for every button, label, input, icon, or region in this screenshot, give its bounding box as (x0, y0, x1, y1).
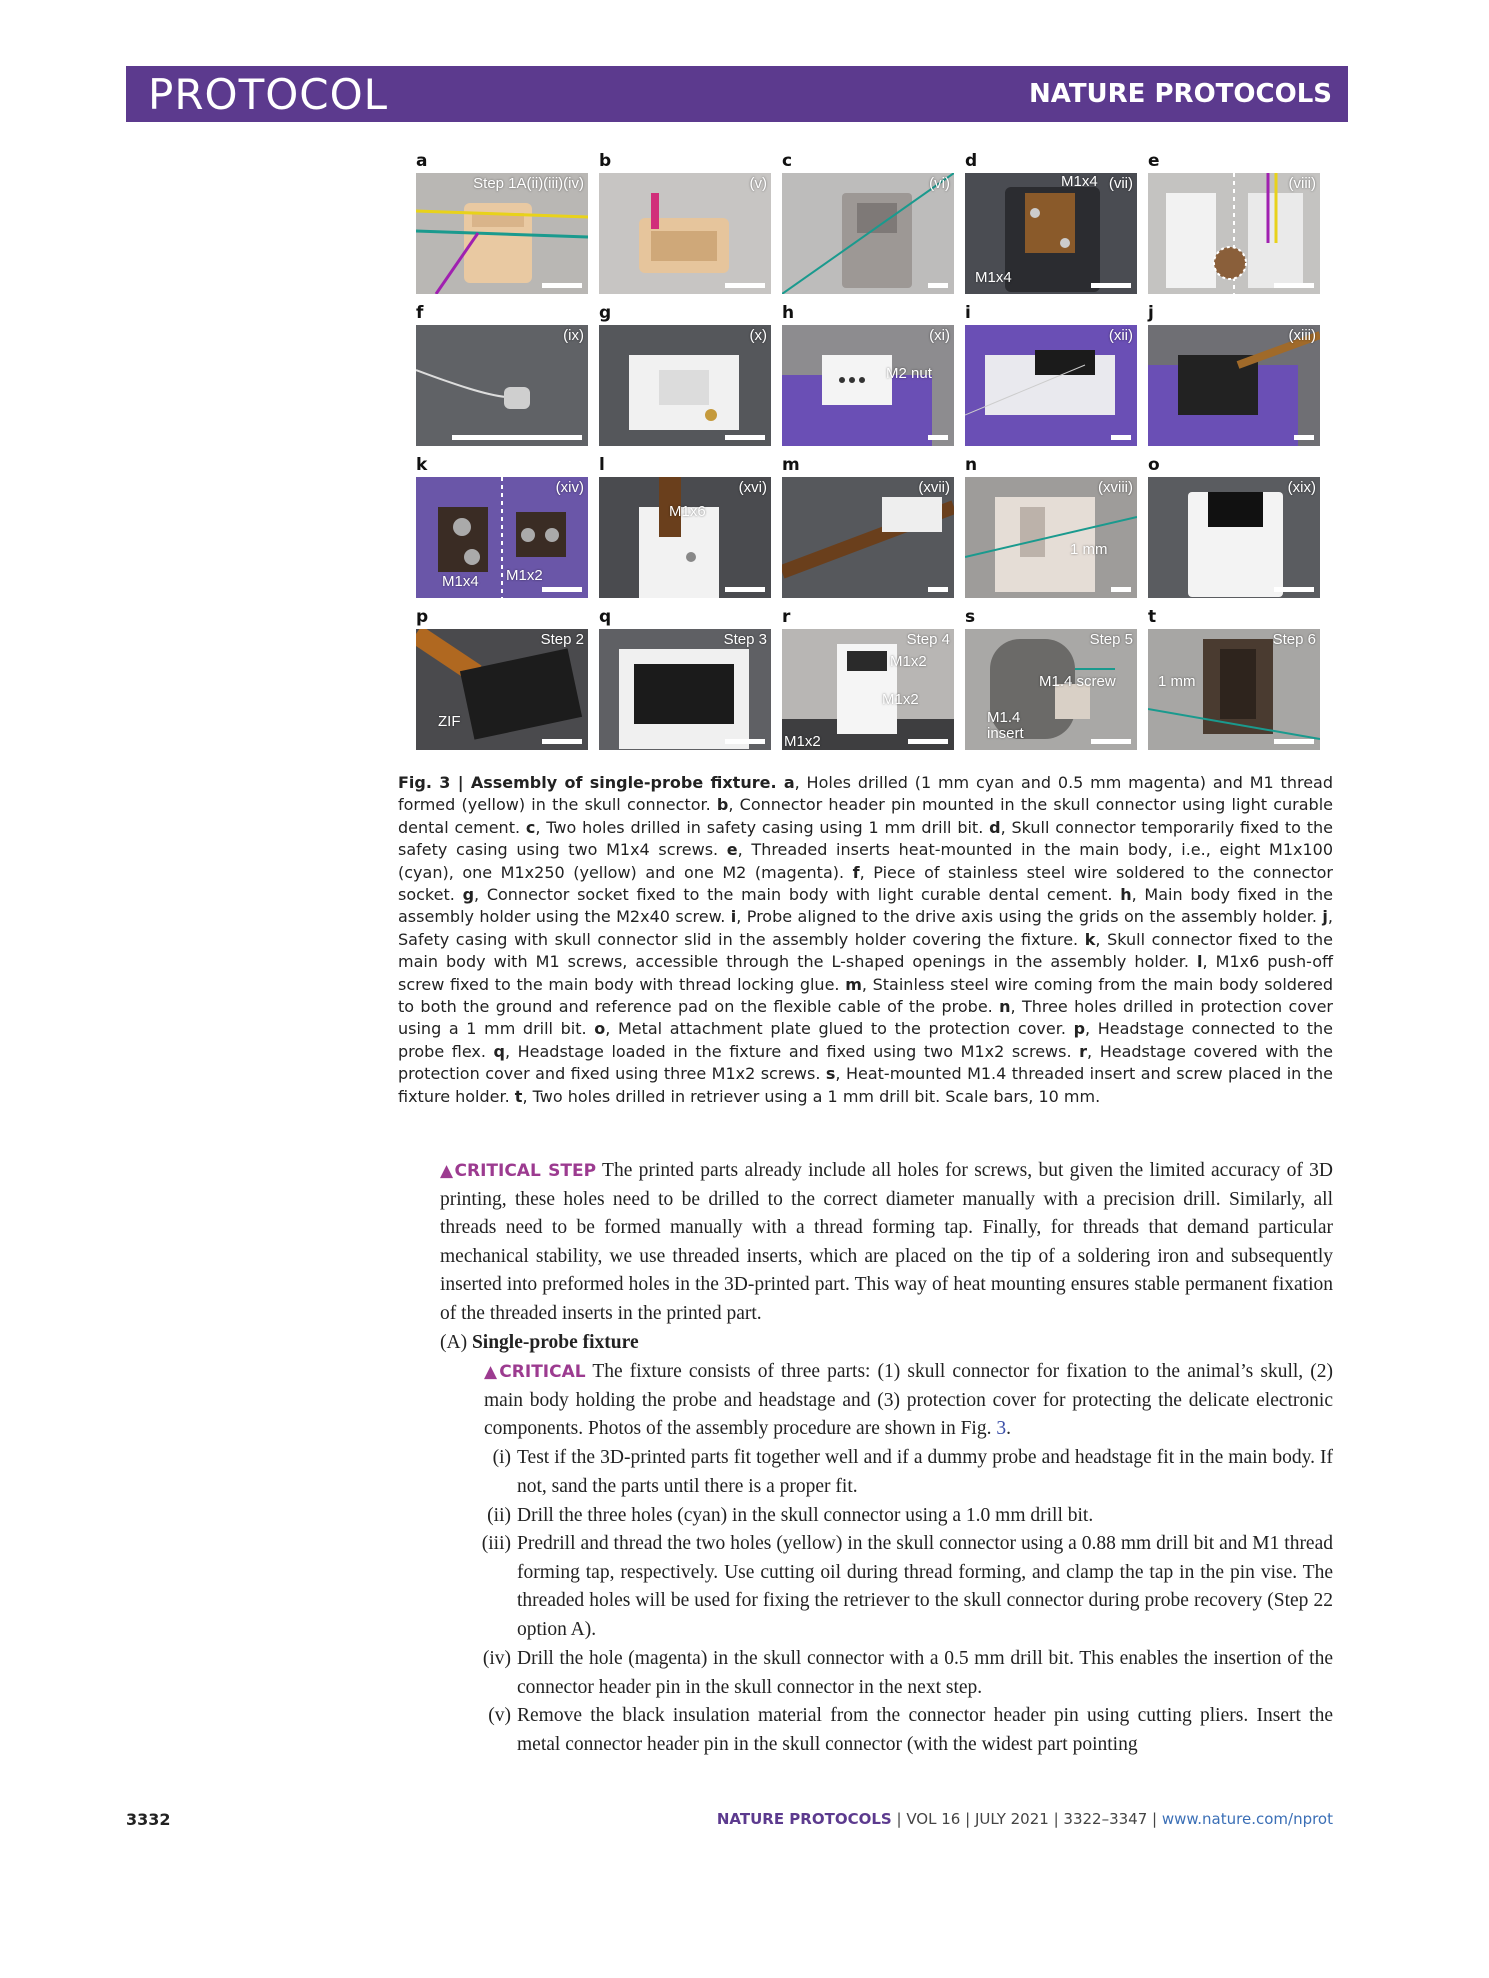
critical-paragraph (484, 1358, 1333, 1444)
caption-panel-text: , Stainless steel wire coming from the main body soldered to both the ground and reference pad on the flexible cable of the probe. (398, 974, 1334, 1017)
step-text: Remove the black insulation material from the connector header pin using cutting pliers. Insert the metal connector header pin in the skull connector (with the widest part pointing (517, 1705, 1333, 1755)
critical-label: ▲CRITICAL (484, 1362, 586, 1382)
panel-step-label: (xvii) (918, 479, 950, 496)
page-number: 3332 (126, 1810, 171, 1829)
section-label: PROTOCOL (148, 70, 389, 119)
caption-panel-key: g (462, 885, 475, 905)
footer-pages: 3322–3347 (1063, 1810, 1148, 1828)
footer-journal: NATURE PROTOCOLS (716, 1810, 892, 1828)
caption-panel-text: , Headstage connected to the probe flex. (398, 1019, 1334, 1061)
panel-annotation: 1 mm (1070, 541, 1108, 558)
panel-step-label: Step 3 (723, 631, 767, 648)
panel-step-label: Step 4 (906, 631, 950, 648)
caption-panel-key: h (1120, 885, 1132, 905)
scale-bar (928, 587, 948, 592)
figure-3 (416, 151, 1331, 756)
panel-photo (1148, 477, 1320, 598)
panel-step-label: (xiii) (1288, 327, 1316, 344)
caption-panel-key: n (999, 997, 1011, 1017)
scale-bar (725, 587, 765, 592)
caption-panel-text: , Threaded inserts heat-mounted in the main body, i.e., eight M1x100 (cyan), one M1x250 (yellow) and one M2 (magenta). (398, 840, 1334, 882)
section-title: Single-probe fixture (471, 1332, 639, 1353)
page-header (126, 66, 1348, 122)
caption-panel-text: , Three holes drilled in protection cover using a 1 mm drill bit. (398, 997, 1333, 1039)
step-item (487, 1502, 1333, 1531)
footer-separator: | (1048, 1810, 1064, 1828)
panel-step-label: Step 5 (1089, 631, 1133, 648)
section-a-heading (440, 1329, 1333, 1358)
caption-panel-key: c (525, 817, 536, 837)
caption-panel-text: , Headstage loaded in the fixture and fixed using two M1x2 screws. (504, 1041, 1080, 1061)
panel-photo (965, 629, 1137, 750)
scale-bar (1091, 283, 1131, 288)
panel-letter: e (1148, 151, 1160, 171)
panel-annotation: M1x6 (669, 503, 706, 520)
caption-panel-key: f (852, 862, 860, 882)
figure-panel-s (965, 607, 1137, 750)
panel-annotation: insert (987, 725, 1024, 742)
figure-panel-k (416, 455, 588, 598)
panel-photo (599, 325, 771, 446)
step-item (482, 1645, 1333, 1702)
caption-panel-key: o (594, 1019, 606, 1039)
footer-volume: VOL 16 (906, 1810, 961, 1828)
panel-photo (965, 325, 1137, 446)
panel-letter: h (782, 303, 795, 323)
caption-panel-text: , Skull connector fixed to the main body with M1 screws, accessible through the L-shaped openings in the assembly holder. (398, 929, 1333, 972)
figure-panel-g (599, 303, 771, 446)
scale-bar (1111, 435, 1131, 440)
figure-panel-d (965, 151, 1137, 294)
critical-end: . (1006, 1418, 1011, 1440)
panel-step-label: Step 1A(ii)(iii)(iv) (473, 175, 584, 192)
panel-photo (416, 173, 588, 294)
figure-panel-a (416, 151, 588, 294)
caption-panel-text: , Heat-mounted M1.4 threaded insert and screw placed in the fixture holder. (398, 1064, 1333, 1106)
panel-step-label: (xi) (929, 327, 950, 344)
panel-step-label: (v) (749, 175, 767, 192)
caption-title: Fig. 3 | Assembly of single-probe fixture. (398, 773, 784, 792)
step-number: (ii) (487, 1505, 511, 1526)
scale-bar (452, 435, 582, 440)
panel-photo (599, 173, 771, 294)
panel-photo (782, 173, 954, 294)
scale-bar (725, 739, 765, 744)
panel-letter: s (965, 607, 976, 627)
step-text: Drill the three holes (cyan) in the skull connector using a 1.0 mm drill bit. (517, 1505, 1094, 1526)
caption-panel-text: , Metal attachment plate glued to the protection cover. (605, 1019, 1074, 1039)
scale-bar (1274, 283, 1314, 288)
panel-letter: a (416, 151, 428, 171)
panel-letter: q (599, 607, 612, 627)
caption-panel-key: k (1084, 929, 1096, 949)
panel-annotation: M1.4 (987, 709, 1021, 726)
panel-photo (782, 477, 954, 598)
panel-step-label: (vi) (929, 175, 950, 192)
panel-photo (416, 325, 588, 446)
footer-separator: | (1147, 1810, 1162, 1828)
critical-text: The fixture consists of three parts: (1) skull connector for fixation to the animal’s skull, (2) main body holding the probe and headstage and (3) protection cover for protecting the delicate electronic components. Photos of the assembly procedure are shown in Fig. (484, 1361, 1334, 1440)
panel-step-label: Step 6 (1272, 631, 1316, 648)
scale-bar (542, 587, 582, 592)
figure-panel-j (1148, 303, 1320, 446)
scale-bar (1294, 435, 1314, 440)
step-number: (iii) (481, 1533, 511, 1554)
panel-annotation: M1x2 (784, 733, 821, 750)
panel-photo (782, 325, 954, 446)
panel-annotation: M1x2 (506, 567, 543, 584)
scale-bar (908, 739, 948, 744)
caption-panel-text: , Headstage covered with the protection cover and fixed using three M1x2 screws. (398, 1041, 1333, 1084)
panel-letter: d (965, 151, 978, 171)
figure-panel-t (1148, 607, 1320, 750)
panel-annotation: M1x4 (975, 269, 1012, 286)
figure-panel-e (1148, 151, 1320, 294)
figure-panel-n (965, 455, 1137, 598)
panel-step-label: Step 2 (540, 631, 584, 648)
caption-panel-key: s (825, 1064, 836, 1084)
figure-reference-link[interactable]: 3 (996, 1418, 1007, 1440)
panel-photo (965, 173, 1137, 294)
caption-panel-key: q (493, 1041, 505, 1061)
panel-letter: t (1148, 607, 1157, 627)
step-number: (i) (492, 1447, 511, 1468)
figure-panel-i (965, 303, 1137, 446)
panel-photo (782, 629, 954, 750)
panel-letter: r (782, 607, 791, 627)
footer-separator: | (891, 1810, 907, 1828)
caption-panel-key: d (989, 817, 1001, 837)
critical-step-label: ▲CRITICAL STEP (440, 1161, 597, 1181)
panel-letter: g (599, 303, 612, 323)
panel-annotation: M1.4 screw (1039, 673, 1116, 690)
scale-bar (542, 739, 582, 744)
panel-photo (599, 629, 771, 750)
figure-caption (398, 772, 1333, 1108)
panel-letter: o (1148, 455, 1160, 475)
panel-photo (1148, 629, 1320, 750)
figure-panel-f (416, 303, 588, 446)
journal-name: NATURE PROTOCOLS (1028, 79, 1332, 109)
panel-photo (416, 629, 588, 750)
caption-panel-key: l (1197, 952, 1203, 972)
figure-panel-h (782, 303, 954, 446)
panel-annotation: 1 mm (1158, 673, 1196, 690)
panel-step-label: (xviii) (1098, 479, 1133, 496)
panel-letter: k (416, 455, 428, 475)
scale-bar (725, 283, 765, 288)
panel-step-label: (ix) (563, 327, 584, 344)
panel-letter: i (965, 303, 971, 323)
panel-annotation: M1x4 (442, 573, 479, 590)
caption-panel-key: i (730, 907, 737, 927)
step-item (488, 1702, 1333, 1759)
scale-bar (1274, 587, 1314, 592)
panel-illustration (599, 173, 771, 294)
scale-bar (928, 435, 948, 440)
caption-panel-key: a (783, 773, 795, 792)
critical-step-text: The printed parts already include all holes for screws, but given the limited accuracy of 3D printing, these holes need to be drilled to the correct diameter manually with a precision drill. Similarly, all threads need to be formed manually with a thread forming tap. Finally, for threads that demand particular mechanical stability, we use threaded inserts, which are placed on the tip of a soldering iron and subsequently inserted into preformed holes in the 3D-printed part. This way of heat mounting ensures stable permanent fixation of the threaded inserts in the printed part. (440, 1160, 1334, 1324)
panel-step-label: (x) (749, 327, 767, 344)
critical-step-paragraph (440, 1157, 1333, 1329)
figure-panel-b (599, 151, 771, 294)
panel-letter: c (782, 151, 793, 171)
caption-panel-text: , M1x6 push-off screw fixed to the main body with thread locking glue. (398, 952, 1334, 994)
caption-panel-key: e (726, 840, 738, 860)
figure-panel-r (782, 607, 954, 750)
caption-panel-text: , Holes drilled (1 mm cyan and 0.5 mm magenta) and M1 thread formed (yellow) in the skull connector. (398, 773, 1333, 815)
caption-panel-key: j (1322, 907, 1328, 927)
panel-step-label: (xvi) (738, 479, 767, 496)
caption-panel-key: t (514, 1086, 523, 1106)
panel-letter: f (416, 303, 424, 323)
caption-panel-text: , Two holes drilled in safety casing using 1 mm drill bit. (535, 817, 990, 837)
caption-panel-key: b (716, 795, 729, 815)
caption-panel-text: , Connector socket fixed to the main body with light curable dental cement. (474, 885, 1121, 905)
panel-annotation: M1x2 (890, 653, 927, 670)
panel-step-label: (viii) (1288, 175, 1316, 192)
step-item (481, 1530, 1333, 1644)
panel-letter: l (599, 455, 605, 475)
panel-annotation: M1x2 (882, 691, 919, 708)
footer-url-link[interactable]: www.nature.com/nprot (1161, 1810, 1333, 1828)
step-item (492, 1444, 1333, 1501)
footer-separator: | (960, 1810, 975, 1828)
panel-annotation: M2 nut (886, 365, 932, 382)
caption-panel-key: p (1073, 1019, 1086, 1039)
caption-panel-key: r (1079, 1041, 1088, 1061)
panel-step-label: (xiv) (555, 479, 584, 496)
panel-illustration (599, 325, 771, 446)
caption-panel-text: , Connector header pin mounted in the skull connector using light curable dental cement. (398, 795, 1333, 837)
panel-photo (965, 477, 1137, 598)
panel-letter: j (1148, 303, 1154, 323)
scale-bar (1111, 587, 1131, 592)
figure-panel-m (782, 455, 954, 598)
panel-step-label: (vii) (1108, 175, 1133, 192)
panel-letter: n (965, 455, 978, 475)
scale-bar (1274, 739, 1314, 744)
panel-photo (599, 477, 771, 598)
scale-bar (1091, 739, 1131, 744)
panel-photo (1148, 173, 1320, 294)
panel-step-label: (xii) (1108, 327, 1133, 344)
caption-panel-text: , Skull connector temporarily fixed to the safety casing using two M1x4 screws. (398, 817, 1334, 860)
footer-citation (717, 1810, 1333, 1828)
figure-panel-p (416, 607, 588, 750)
caption-panel-text: , Main body fixed in the assembly holder using the M2x40 screw. (398, 885, 1334, 927)
scale-bar (542, 283, 582, 288)
figure-panel-q (599, 607, 771, 750)
step-text: Test if the 3D-printed parts fit together well and if a dummy probe and headstage fit in the main body. If not, sand the parts until there is a proper fit. (517, 1447, 1333, 1497)
caption-panel-key: m (845, 974, 862, 994)
scale-bar (928, 283, 948, 288)
step-text: Predrill and thread the two holes (yellow) in the skull connector using a 0.88 mm drill bit and M1 thread forming tap, respectively. Use cutting oil during thread forming, and clamp the tap in the pin vise. The threaded holes will be used for fixing the retriever to the skull connector during probe recovery (Step 22 option A). (517, 1533, 1333, 1640)
footer-date: JULY 2021 (974, 1810, 1049, 1828)
step-number: (v) (488, 1705, 511, 1726)
figure-panel-l (599, 455, 771, 598)
panel-annotation: M1x4 (1061, 173, 1098, 190)
panel-letter: p (416, 607, 429, 627)
panel-photo (416, 477, 588, 598)
caption-panel-text: , Two holes drilled in retriever using a 1 mm drill bit. Scale bars, 10 mm. (522, 1086, 1101, 1106)
step-text: Drill the hole (magenta) in the skull connector with a 0.5 mm drill bit. This enables the insertion of the connector header pin in the skull connector in the next step. (517, 1648, 1333, 1698)
caption-panel-text: , Piece of stainless steel wire soldered to the connector socket. (398, 862, 1333, 905)
caption-panel-text: , Safety casing with skull connector slid in the assembly holder covering the fixture. (398, 907, 1333, 949)
figure-panel-c (782, 151, 954, 294)
panel-annotation: ZIF (438, 713, 461, 730)
panel-step-label: (xix) (1287, 479, 1316, 496)
section-number: (A) (440, 1332, 468, 1353)
panel-letter: m (782, 455, 800, 475)
panel-photo (1148, 325, 1320, 446)
caption-panel-text: , Probe aligned to the drive axis using the grids on the assembly holder. (736, 907, 1323, 927)
scale-bar (725, 435, 765, 440)
step-number: (iv) (482, 1648, 511, 1669)
panel-letter: b (599, 151, 612, 171)
figure-panel-o (1148, 455, 1320, 598)
